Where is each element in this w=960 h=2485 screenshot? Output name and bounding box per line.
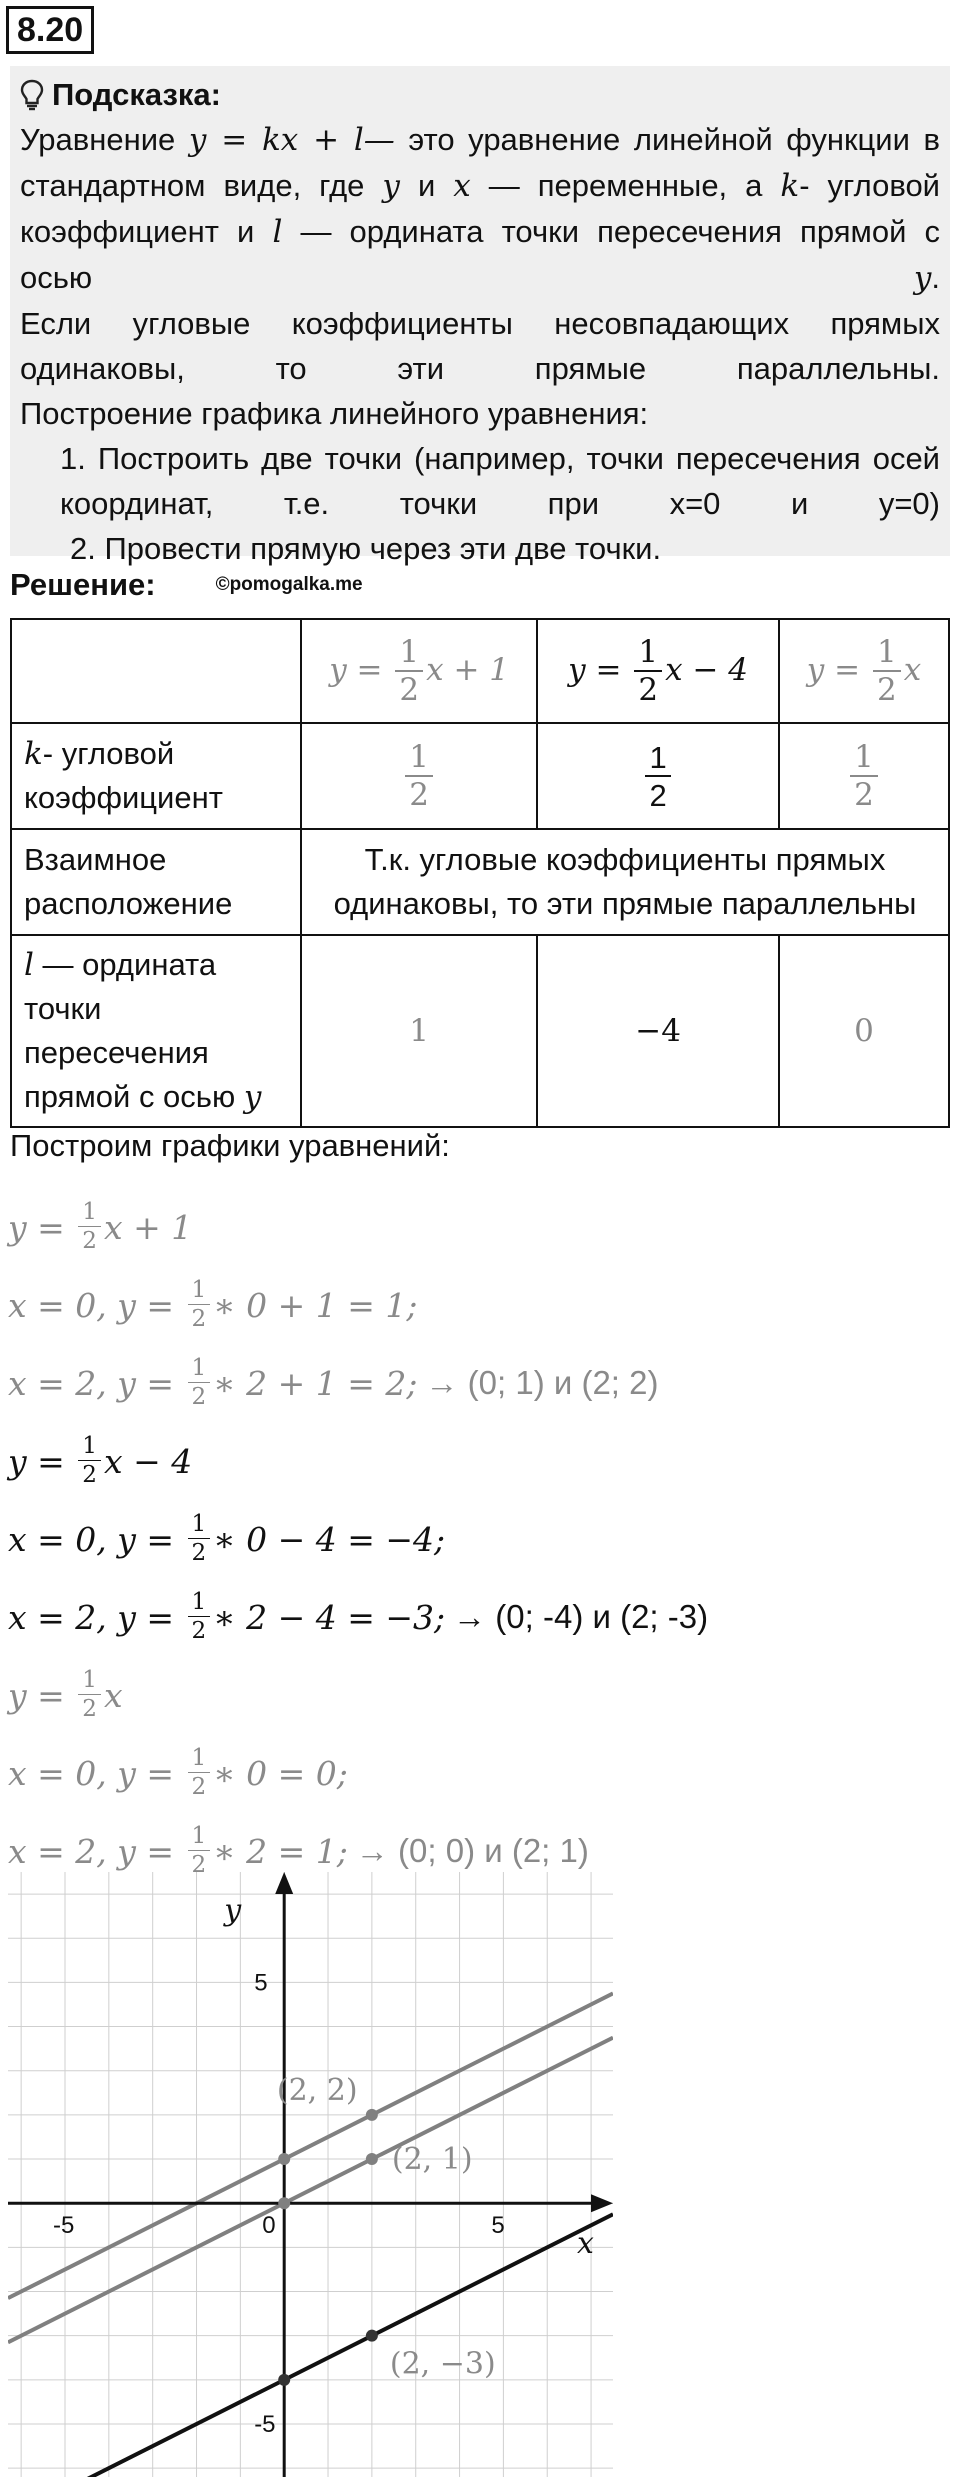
graph-points xyxy=(277,2073,496,2386)
relation-value: Т.к. угловые коэффициенты прямых одинаковы, то эти прямые параллельны xyxy=(301,829,949,935)
solution-label: Решение: xyxy=(10,567,156,602)
equation-line-5: x = 0, y = $\frac{1}{2}$ ∗ 0 − 4 = −4; xyxy=(8,1510,446,1566)
hint-title: Подсказка: xyxy=(20,72,940,117)
axes xyxy=(8,1872,613,2477)
slope-value-3: $\frac{1}{2}$ xyxy=(779,723,949,829)
graph-lines xyxy=(8,1993,613,2477)
table-header-row xyxy=(11,619,949,723)
x-tick-label: 5 xyxy=(491,2212,505,2240)
x-tick-label: 0 xyxy=(262,2212,276,2240)
equation-line-3: x = 2, y = $\frac{1}{2}$ ∗ 2 + 1 = 2; → (0; 1) и (2; 2) xyxy=(8,1354,659,1410)
intercept-value-3: 0 xyxy=(779,935,949,1127)
plot-heading: Построим графики уравнений: xyxy=(10,1128,450,1163)
task-number: 8.20 xyxy=(6,6,94,54)
lightbulb-icon xyxy=(20,79,44,111)
point-label: (2, 2) xyxy=(276,2072,358,2108)
y-tick-label: -5 xyxy=(254,2411,276,2439)
slope-value-1: $\frac{1}{2}$ xyxy=(301,723,537,829)
point-label: (2, −3) xyxy=(389,2346,496,2382)
row-relation-label: Взаимное расположение xyxy=(11,829,301,935)
coordinate-graph xyxy=(8,1872,613,2477)
intercept-value-2: −4 xyxy=(537,935,779,1127)
header-line-2: y = $\frac{1}{2}$ x − 4 xyxy=(537,619,779,723)
hint-paragraph-3: Построение графика линейного уравнения: xyxy=(20,396,649,431)
graph-point xyxy=(366,2109,378,2121)
graph-point xyxy=(278,2153,290,2165)
intercept-value-1: 1 xyxy=(301,935,537,1127)
equation-line-6: x = 2, y = $\frac{1}{2}$ ∗ 2 − 4 = −3; → (0; -4) и (2; -3) xyxy=(8,1588,709,1644)
x-axis-label: x xyxy=(577,2226,594,2262)
header-line-1: y = $\frac{1}{2}$ x + 1 xyxy=(301,619,537,723)
hint-box xyxy=(10,66,950,566)
graph-line xyxy=(8,1993,613,2298)
hint-step-1: 1. Построить две точки (например, точки пересечения осей координат, т.е. точки при x=0 и y=0) xyxy=(60,441,940,521)
header-line-3: y = $\frac{1}{2}$ x xyxy=(779,619,949,723)
point-label: (2, 1) xyxy=(391,2142,473,2178)
table-row-slope xyxy=(11,723,949,829)
equation-line-7: y = $\frac{1}{2}$ x xyxy=(8,1666,123,1722)
hint-step-2: 2. Провести прямую через эти две точки. xyxy=(70,531,662,566)
y-axis-label: y xyxy=(224,1893,242,1928)
equation-line-8: x = 0, y = $\frac{1}{2}$ ∗ 0 = 0; xyxy=(8,1744,348,1800)
solution-row xyxy=(10,560,363,610)
y-tick-label: 5 xyxy=(254,1969,268,1997)
watermark: ©pomogalka.me xyxy=(215,574,363,595)
equation-line-9: x = 2, y = $\frac{1}{2}$ ∗ 2 = 1; → (0; 0) и (2; 1) xyxy=(8,1822,589,1878)
graph-point xyxy=(278,2197,290,2209)
x-tick-label: -5 xyxy=(52,2212,75,2240)
graph-point xyxy=(366,2330,378,2342)
x-axis-arrow xyxy=(591,2194,613,2212)
table-row-intercept xyxy=(11,935,949,1127)
hint-paragraph-2: Если угловые коэффициенты несовпадающих прямых одинаковы, то эти прямые параллельны. xyxy=(20,306,940,386)
graph-point xyxy=(366,2153,378,2165)
equation-list xyxy=(8,1188,708,1890)
equation-line-1: y = $\frac{1}{2}$ x + 1 xyxy=(8,1198,193,1254)
grid xyxy=(8,1872,613,2477)
slope-value-2: $\frac{1}{2}$ xyxy=(537,723,779,829)
row-l-label: l — ордината точки пересечения прямой с осью y xyxy=(11,935,301,1127)
row-k-label: k- угловой коэффициент xyxy=(11,723,301,829)
y-axis-arrow xyxy=(275,1872,293,1894)
equation-line-2: x = 0, y = $\frac{1}{2}$ ∗ 0 + 1 = 1; xyxy=(8,1276,418,1332)
comparison-table xyxy=(10,618,950,1128)
equation-line-4: y = $\frac{1}{2}$ x − 4 xyxy=(8,1432,193,1488)
hint-paragraph-1: Уравнение y = kx + l— это уравнение линейной функции в стандартном виде, где y и x — переменные, а k- угловой коэффициент и l — ордината точки пересечения прямой с осью y. xyxy=(20,122,940,296)
graph-point xyxy=(278,2374,290,2386)
table-corner-cell xyxy=(11,619,301,723)
table-row-relation xyxy=(11,829,949,935)
